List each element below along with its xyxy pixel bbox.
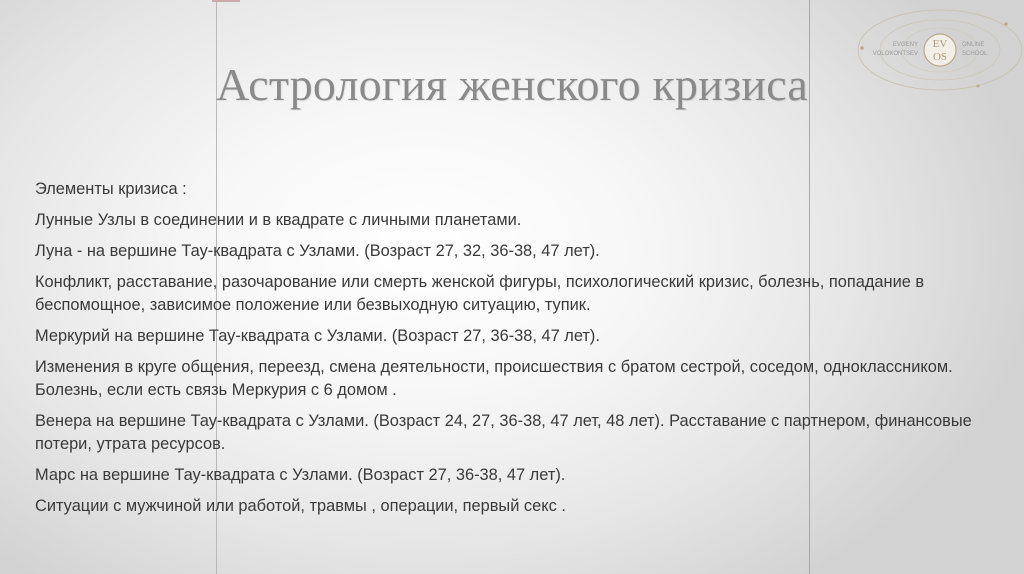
svg-text:EVGENY: EVGENY [892, 42, 918, 48]
paragraph-moon-effects: Конфликт, расставание, разочарование или смерть женской фигуры, психологический кризис, болезнь, попадание в беспомощное, зависимое положение или безвыходную ситуацию, тупик. [35, 273, 925, 314]
svg-text:VOLOKONTSEV: VOLOKONTSEV [872, 51, 918, 57]
paragraph-moon: Луна - на вершине Тау-квадрата с Узлами. (Возраст 27, 32, 36-38, 47 лет). [35, 242, 600, 260]
paragraph-lunar-nodes: Лунные Узлы в соединении и в квадрате с личными планетами. [35, 211, 522, 229]
top-marker [212, 0, 240, 2]
slide-body [35, 178, 985, 526]
slide-title: Астрология женского кризиса [215, 59, 809, 110]
svg-text:SCHOOL: SCHOOL [962, 51, 988, 57]
svg-text:ONLINE: ONLINE [962, 42, 985, 48]
svg-text:EV: EV [932, 38, 948, 50]
paragraph-mars: Марс на вершине Тау-квадрата с Узлами. (Возраст 27, 36-38, 47 лет). [35, 466, 566, 484]
paragraph-mercury: Меркурий на вершине Тау-квадрата с Узлами. (Возраст 27, 36-38, 47 лет). [35, 327, 600, 345]
paragraph-venus: Венера на вершине Тау-квадрата с Узлами. (Возраст 24, 27, 36-38, 47 лет, 48 лет). Расставание с партнером, финансовые потери, утрата ресурсов. [35, 412, 972, 453]
paragraph-crisis-elements: Элементы кризиса : [35, 180, 187, 198]
paragraph-mars-effects: Ситуации с мужчиной или работой, травмы , операции, первый секс . [35, 497, 566, 515]
paragraph-mercury-effects: Изменения в круге общения, переезд, смена деятельности, происшествия с братом сестрой, соседом, одноклассником. Болезнь, если есть связь Меркурия с 6 домом . [35, 358, 953, 399]
svg-text:OS: OS [932, 51, 948, 63]
